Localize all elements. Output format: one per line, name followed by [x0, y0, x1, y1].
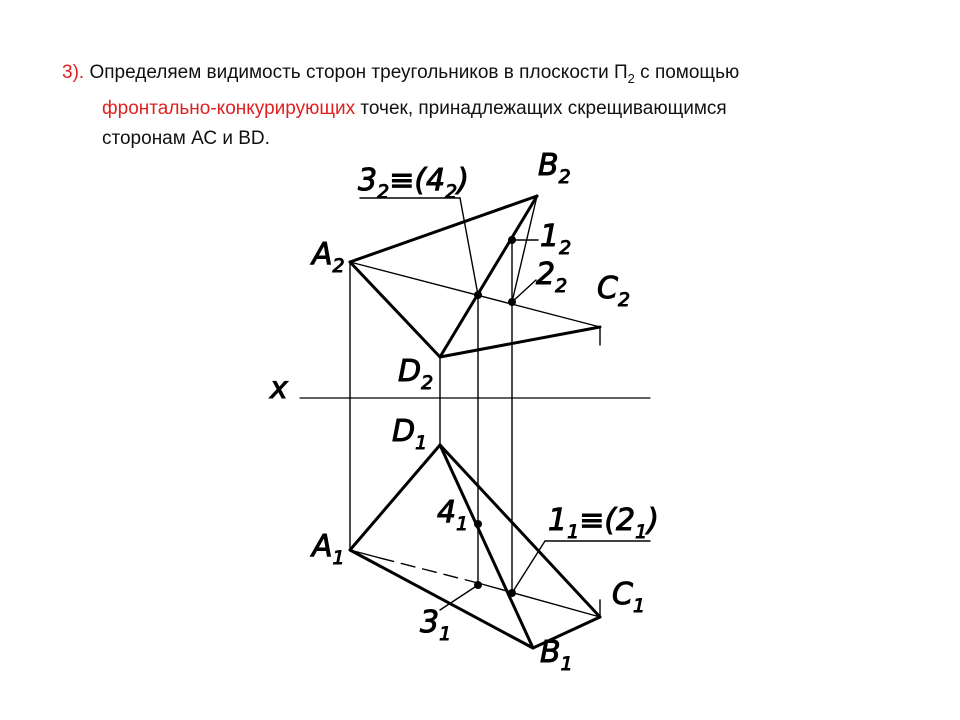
plane-subscript: 2	[627, 70, 635, 86]
label-b2: $B_2$	[538, 148, 571, 188]
label-point-3-1: $3_1$	[420, 605, 452, 645]
label-d1: $D_1$	[392, 414, 428, 454]
point-1-2-horizontal	[508, 589, 516, 597]
highlight-term: фронтально-конкурирующих	[102, 97, 356, 119]
instruction-line-1-text: Определяем видимость сторон треугольников в плоскости П	[89, 62, 628, 83]
instruction-line-3: сторонам АС и BD.	[102, 127, 270, 149]
label-point-4-1: $4_1$	[437, 495, 469, 535]
label-point-2-2: $2_2$	[536, 257, 568, 297]
point-2-2	[508, 298, 516, 306]
label-a1: $A_1$	[312, 529, 345, 569]
label-d2: $D_2$	[398, 354, 434, 394]
point-3-4-frontal	[474, 291, 482, 299]
leader-coinc1-b	[512, 541, 545, 593]
leader-coinc2-b	[460, 198, 478, 295]
edge-b2-c2	[512, 196, 537, 302]
label-b1: $B_1$	[540, 635, 573, 675]
leader-3-1	[440, 585, 478, 610]
edge-a2-d2	[350, 262, 440, 357]
edge-a1-c1-hidden	[380, 558, 478, 583]
instruction-line-2-text: точек, принадлежащих скрещивающимся	[360, 97, 727, 119]
label-x-axis: x	[270, 371, 288, 406]
label-coincident-3-4: $3_2\equiv(4_2)$	[358, 163, 469, 203]
instruction-line-1-end: с помощью	[640, 62, 740, 83]
edge-a1-d1	[350, 445, 440, 550]
edge-d2-c2	[440, 327, 600, 357]
point-4-1	[474, 520, 482, 528]
edge-a2-b2	[350, 196, 537, 262]
edge-d1-b1	[440, 445, 533, 648]
horizontal-projection	[350, 445, 600, 648]
edge-b2-d2	[440, 196, 537, 357]
label-a2: $A_2$	[312, 237, 345, 277]
label-point-1-2: $1_2$	[540, 219, 572, 259]
label-c1: $C_1$	[612, 577, 646, 617]
edge-a1-c1-end	[478, 583, 600, 617]
point-3-1	[474, 581, 482, 589]
step-number: 3).	[62, 62, 85, 83]
point-1-2	[508, 236, 516, 244]
leader-2-2	[512, 280, 536, 302]
label-coincident-1-2: $1_1\equiv(2_1)$	[548, 503, 659, 543]
label-c2: $C_2$	[597, 271, 631, 311]
